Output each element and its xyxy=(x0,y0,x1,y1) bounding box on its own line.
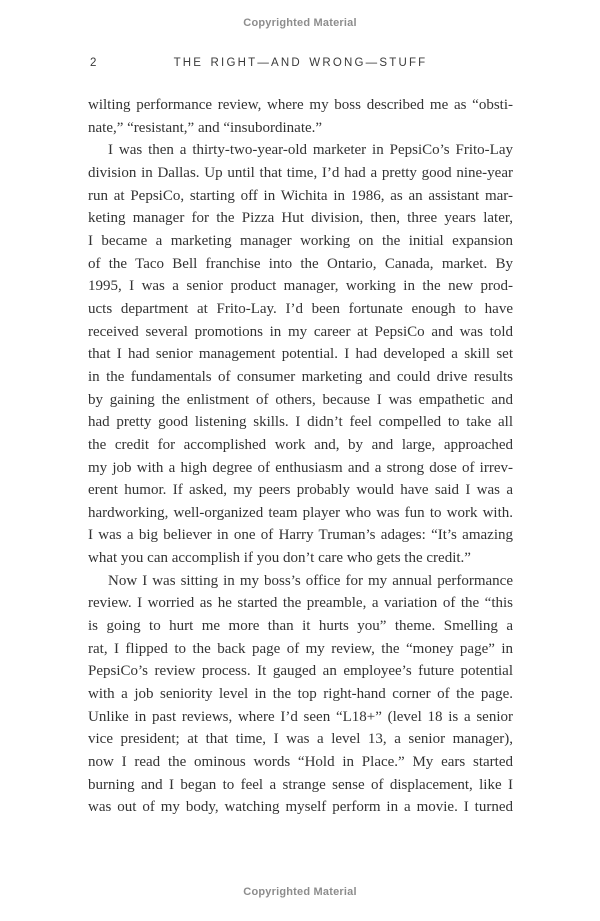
text-line: received several promotions in my career at PepsiCo and was told xyxy=(88,323,513,340)
paragraph xyxy=(88,94,513,139)
text-line: wilting performance review, where my boss described me as “obsti- xyxy=(88,97,513,113)
paragraph xyxy=(88,139,513,569)
text-line: I became a marketing manager working on the initial expansion xyxy=(88,232,513,249)
text-line: erent humor. If asked, my peers probably would have said I was a xyxy=(88,482,513,499)
text-line: PepsiCo’s review process. It gauged an employee’s future potential xyxy=(88,663,513,680)
text-line: division in Dallas. Up until that time, I’d had a pretty good nine-year xyxy=(88,164,513,181)
copyright-notice-bottom: Copyrighted Material xyxy=(243,886,357,898)
paragraph xyxy=(88,570,513,819)
text-line: run at PepsiCo, starting off in Wichita in 1986, as an assistant mar- xyxy=(88,187,513,204)
body-text xyxy=(88,94,513,819)
text-line: was out of my body, watching myself perform in a movie. I turned xyxy=(88,799,513,816)
text-line: that I had senior management potential. I had developed a skill set xyxy=(88,346,513,363)
text-line: is going to hurt me more than it hurts you” theme. Smelling a xyxy=(88,618,513,635)
copyright-notice-top: Copyrighted Material xyxy=(243,17,357,29)
text-line: had pretty good listening skills. I didn’t feel compelled to take all xyxy=(88,414,513,431)
text-line: in the fundamentals of consumer marketing and could drive results xyxy=(88,368,513,385)
text-line: by gaining the enlistment of others, because I was empathetic and xyxy=(88,391,513,408)
text-line: my job with a high degree of enthusiasm and a strong dose of irrev- xyxy=(88,459,513,476)
page-number: 2 xyxy=(90,57,98,69)
text-line: I was then a thirty-two-year-old marketer in PepsiCo’s Frito-Lay xyxy=(108,142,513,159)
text-line: I was a big believer in one of Harry Truman’s adages: “It’s amazing xyxy=(88,527,513,544)
running-header: THE RIGHT—AND WRONG—STUFF xyxy=(173,57,428,69)
text-line: of the Taco Bell franchise into the Ontario, Canada, market. By xyxy=(88,255,513,272)
text-line: the credit for accomplished work and, by and large, approached xyxy=(88,436,513,453)
text-line: Unlike in past reviews, where I’d seen “L18+” (level 18 is a senior xyxy=(88,708,513,725)
text-line: what you can accomplish if you don’t care who gets the credit.” xyxy=(88,550,471,567)
text-line: rat, I flipped to the back page of my review, the “money page” in xyxy=(88,640,513,657)
text-line: nate,” “resistant,” and “insubordinate.” xyxy=(88,119,323,136)
text-line: now I read the ominous words “Hold in Place.” My ears started xyxy=(88,754,513,771)
text-line: review. I worried as he started the preamble, a variation of the “this xyxy=(88,595,513,612)
text-line: 1995, I was a senior product manager, working in the new prod- xyxy=(88,278,513,295)
text-line: vice president; at that time, I was a level 13, a senior manager), xyxy=(88,731,513,748)
text-line: Now I was sitting in my boss’s office for my annual performance xyxy=(108,572,513,589)
text-line: hardworking, well-organized team player who was fun to work with. xyxy=(88,504,513,521)
text-line: with a job seniority level in the top right-hand corner of the page. xyxy=(88,686,513,703)
text-line: keting manager for the Pizza Hut division, then, three years later, xyxy=(88,210,513,227)
text-line: ucts department at Frito-Lay. I’d been fortunate enough to have xyxy=(88,300,513,317)
text-line: burning and I began to feel a strange sense of displacement, like I xyxy=(88,776,513,793)
page-header xyxy=(88,57,513,73)
